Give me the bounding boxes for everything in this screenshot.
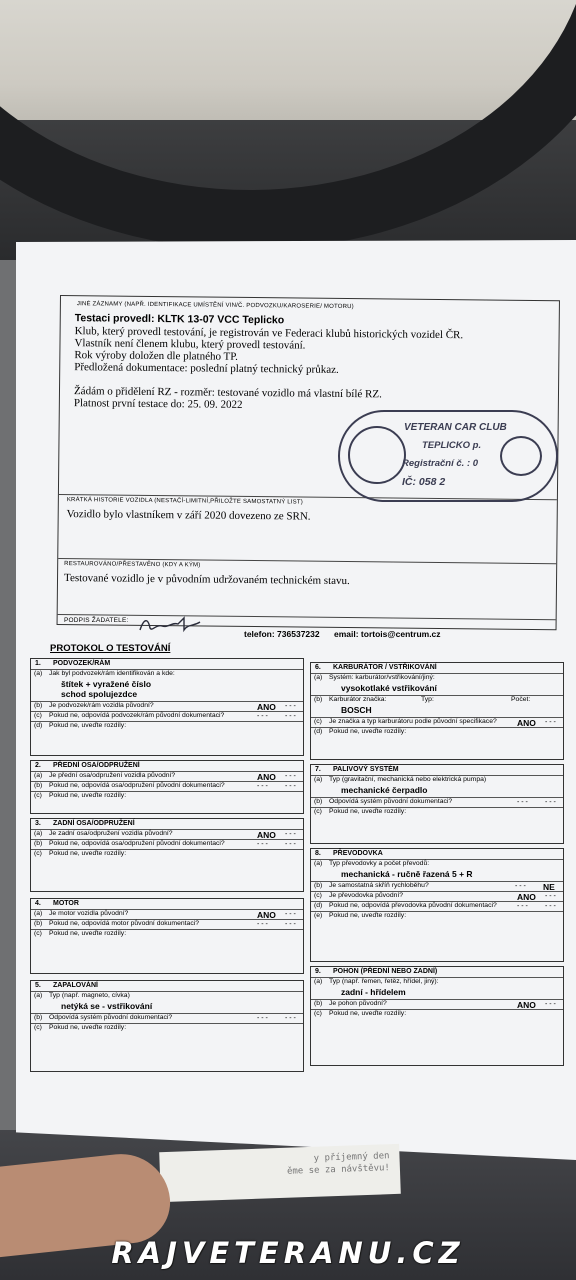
row-key: (a) [34,830,43,837]
section-number: 3. [35,820,41,827]
answer-dash: - - - [285,911,296,918]
row-key: (a) [34,910,43,917]
car-emblem-icon [500,436,542,476]
row-answer-text: BOSCH [341,705,372,715]
row-question: Je motor vozidla původní? [49,910,129,917]
section-number: 1. [35,660,41,667]
section-heading: PŘEDNÍ OSA/ODPRUŽENÍ [53,762,140,769]
history-text: Vozidlo bylo vlastníkem v září 2020 dovezeno ze SRN. [66,508,311,523]
row-key: (a) [314,674,323,681]
row-question: Systém: karburátor/vstřikování/jiný: [329,674,435,681]
answer-dash: - - - [285,831,296,838]
protocol-section [30,818,304,892]
protocol-section [30,760,304,814]
notes-line: Předložená dokumentace: poslední platný technický průkaz. [74,361,339,376]
answer-ano: ANO [257,702,276,712]
row-question: Jak byl podvozek/rám identifikován a kde: [49,670,175,677]
notes-line: Vlastník není členem klubu, který provedl testování. [74,337,306,352]
protocol-title: PROTOKOL O TESTOVÁNÍ [50,643,171,654]
answer-ano: ANO [257,772,276,782]
answer-ano: ANO [517,1000,536,1010]
row-question: Odpovídá systém původní dokumentaci? [49,1014,173,1021]
row-key: (a) [314,978,323,985]
section-number: 4. [35,900,41,907]
row-question: Typ (např. magneto, cívka) [49,992,130,999]
row-answer-text: zadní - hřídelem [341,987,406,997]
row-key: (b) [34,920,43,927]
protocol-section [30,980,304,1072]
stamp-line: VETERAN CAR CLUB [404,422,507,433]
row-key: (b) [34,1014,43,1021]
answer-dash: - - - [517,799,528,806]
applicant-email: email: tortois@centrum.cz [334,629,441,639]
answer-ano: ANO [517,892,536,902]
section-heading: MOTOR [53,900,79,907]
answer-dash: - - - [257,713,268,720]
row-key: (d) [34,722,43,729]
protocol-section [310,662,564,760]
protocol-section [310,848,564,962]
notes-box-label: JINÉ ZÁZNAMY (NAPŘ. IDENTIFIKACE UMÍSTĚNÍ VIN/Č. PODVOZKU/KAROSERIE/ MOTORU) [76,301,354,311]
protocol-section [310,966,564,1066]
row-question: Typ (gravitační, mechanická nebo elektrická pumpa) [329,776,487,783]
row-key: (a) [34,670,43,677]
stamp-line: Registrační č. : 0 [402,458,479,469]
history-label: KRÁTKÁ HISTORIE VOZIDLA (NESTAČÍ-LIMITNÍ,PŘILOŽTE SAMOSTATNÝ LIST) [66,497,303,506]
answer-dash: - - - [257,841,268,848]
row-question: Pokud ne, uveďte rozdíly: [329,808,407,815]
row-question: Odpovídá systém původní dokumentaci? [329,798,453,805]
row-key: (c) [314,1010,322,1017]
answer-ano: ANO [257,830,276,840]
section-heading: POHON (PŘEDNÍ NEBO ZADNÍ) [333,968,438,975]
answer-dash: - - - [545,719,556,726]
row-key: (c) [34,792,42,799]
answer-dash: - - - [515,883,526,890]
row-key: (c) [34,712,42,719]
answer-dash: - - - [285,773,296,780]
applicant-signature-label: PODPIS ŽADATELE: [64,617,129,624]
row-question: Pokud ne, odpovídá převodovka původní dokumentaci? [329,902,497,909]
row-key: (d) [314,902,323,909]
section-number: 6. [315,664,321,671]
row-question: Pokud ne, odpovídá podvozek/rám původní dokumentaci? [49,712,225,719]
row-question: Typ: [421,696,434,703]
row-key: (c) [314,808,322,815]
receipt-slip [159,1144,401,1202]
section-heading: PŘEVODOVKA [333,850,383,857]
section-number: 5. [35,982,41,989]
answer-dash: - - - [285,841,296,848]
row-key: (d) [314,728,323,735]
row-key: (b) [34,840,43,847]
row-key: (a) [34,772,43,779]
row-key: (a) [34,992,43,999]
row-question: Typ převodovky a počet převodů: [329,860,430,867]
row-key: (b) [314,798,323,805]
answer-ne: NE [543,882,555,892]
row-question: Pokud ne, odpovídá osa/odpružení původní dokumentaci? [49,782,225,789]
answer-dash: - - - [517,903,528,910]
answer-ano: ANO [517,718,536,728]
section-heading: ZADNÍ OSA/ODPRUŽENÍ [53,820,135,827]
row-question: Pokud ne, uveďte rozdíly: [49,792,127,799]
validity-line: Platnost první testace do: 25. 09. 2022 [73,397,243,411]
row-key: (c) [34,850,42,857]
answer-dash: - - - [545,903,556,910]
row-question: Typ (např. řemen, řetěz, hřídel, jiný): [329,978,439,985]
row-answer-text: mechanické čerpadlo [341,785,428,795]
row-question: Pokud ne, uveďte rozdíly: [49,930,127,937]
answer-dash: - - - [285,1015,296,1022]
receipt-line: ěme se za návštěvu! [286,1163,391,1177]
section-heading: PODVOZEK/RÁM [53,660,111,667]
restored-text: Testované vozidlo je v původním udržovaném technickém stavu. [63,572,350,588]
answer-dash: - - - [545,893,556,900]
stamp-line: IČ: 058 2 [402,476,446,488]
row-answer-text: vysokotlaké vstřikování [341,683,437,693]
row-key: (b) [34,782,43,789]
row-question: Je přední osa/odpružení vozidla původní? [49,772,176,779]
row-key: (e) [314,912,323,919]
row-question: Je podvozek/rám vozidla původní? [49,702,154,709]
answer-dash: - - - [285,713,296,720]
stamp-line: TEPLICKO p. [422,440,482,451]
row-question: Je samostatná skříň rychloběhu? [329,882,429,889]
section-number: 2. [35,762,41,769]
tested-by-line: Testaci provedl: KLTK 13-07 VCC Teplicko [74,312,285,327]
row-question: Počet: [511,696,531,703]
protocol-section [30,898,304,974]
section-heading: ZAPALOVÁNÍ [53,982,98,989]
row-key: (a) [314,860,323,867]
row-key: (c) [314,892,322,899]
answer-ano: ANO [257,910,276,920]
row-question: Pokud ne, uveďte rozdíly: [329,912,407,919]
answer-dash: - - - [285,921,296,928]
section-heading: KARBURÁTOR / VSTŘIKOVÁNÍ [333,664,437,671]
row-key: (c) [34,1024,42,1031]
answer-dash: - - - [285,783,296,790]
applicant-signature [138,612,208,636]
row-question: Pokud ne, uveďte rozdíly: [329,728,407,735]
row-question: Je zadní osa/odpružení vozidla původní? [49,830,173,837]
row-question: Karburátor značka: [329,696,387,703]
row-question: Je pohon původní? [329,1000,387,1007]
row-key: (b) [314,696,323,703]
watermark: RAJVETERANU.CZ [111,1236,465,1270]
notes-line: Klub, který provedl testování, je registrován ve Federaci klubů historických vozidel ČR. [74,325,464,342]
notes-line: Žádám o přidělení RZ - rozměr: testované vozidlo má vlastní bílé RZ. [73,385,382,401]
row-answer-text: netýká se - vstřikování [61,1001,153,1011]
row-key: (b) [314,882,323,889]
row-question: Pokud ne, odpovídá osa/odpružení původní dokumentaci? [49,840,225,847]
answer-dash: - - - [545,1001,556,1008]
answer-dash: - - - [257,921,268,928]
divider [58,614,556,620]
row-question: Pokud ne, uveďte rozdíly: [49,722,127,729]
row-answer-text: schod spolujezdce [61,689,138,699]
section-number: 9. [315,968,321,975]
row-key: (c) [314,718,322,725]
row-key: (b) [314,1000,323,1007]
row-answer-text: štítek + vyražené číslo [61,679,152,689]
club-stamp [338,410,558,502]
club-seal-emblem [348,426,406,484]
row-question: Je značka a typ karburátoru podle původní specifikace? [329,718,497,725]
row-key: (b) [34,702,43,709]
answer-dash: - - - [257,1015,268,1022]
row-question: Pokud ne, odpovídá motor původní dokumentaci? [49,920,200,927]
receipt-line: y příjemný den [313,1151,390,1164]
section-number: 7. [315,766,321,773]
protocol-section [310,764,564,844]
row-key: (a) [314,776,323,783]
row-key: (c) [34,930,42,937]
row-question: Je převodovka původní? [329,892,404,899]
answer-dash: - - - [257,783,268,790]
applicant-phone: telefon: 736537232 [244,629,320,639]
row-question: Pokud ne, uveďte rozdíly: [329,1010,407,1017]
protocol-section [30,658,304,756]
row-answer-text: mechanická - ručně řazená 5 + R [341,869,473,879]
row-question: Pokud ne, uveďte rozdíly: [49,1024,127,1031]
section-heading: PALIVOVÝ SYSTÉM [333,766,399,773]
notes-line: Rok výroby doložen dle platného TP. [74,349,238,363]
restored-label: RESTAUROVÁNO/PŘESTAVĚNO (KDY A KÝM) [64,561,201,569]
answer-dash: - - - [285,703,296,710]
answer-dash: - - - [545,799,556,806]
row-question: Pokud ne, uveďte rozdíly: [49,850,127,857]
section-number: 8. [315,850,321,857]
